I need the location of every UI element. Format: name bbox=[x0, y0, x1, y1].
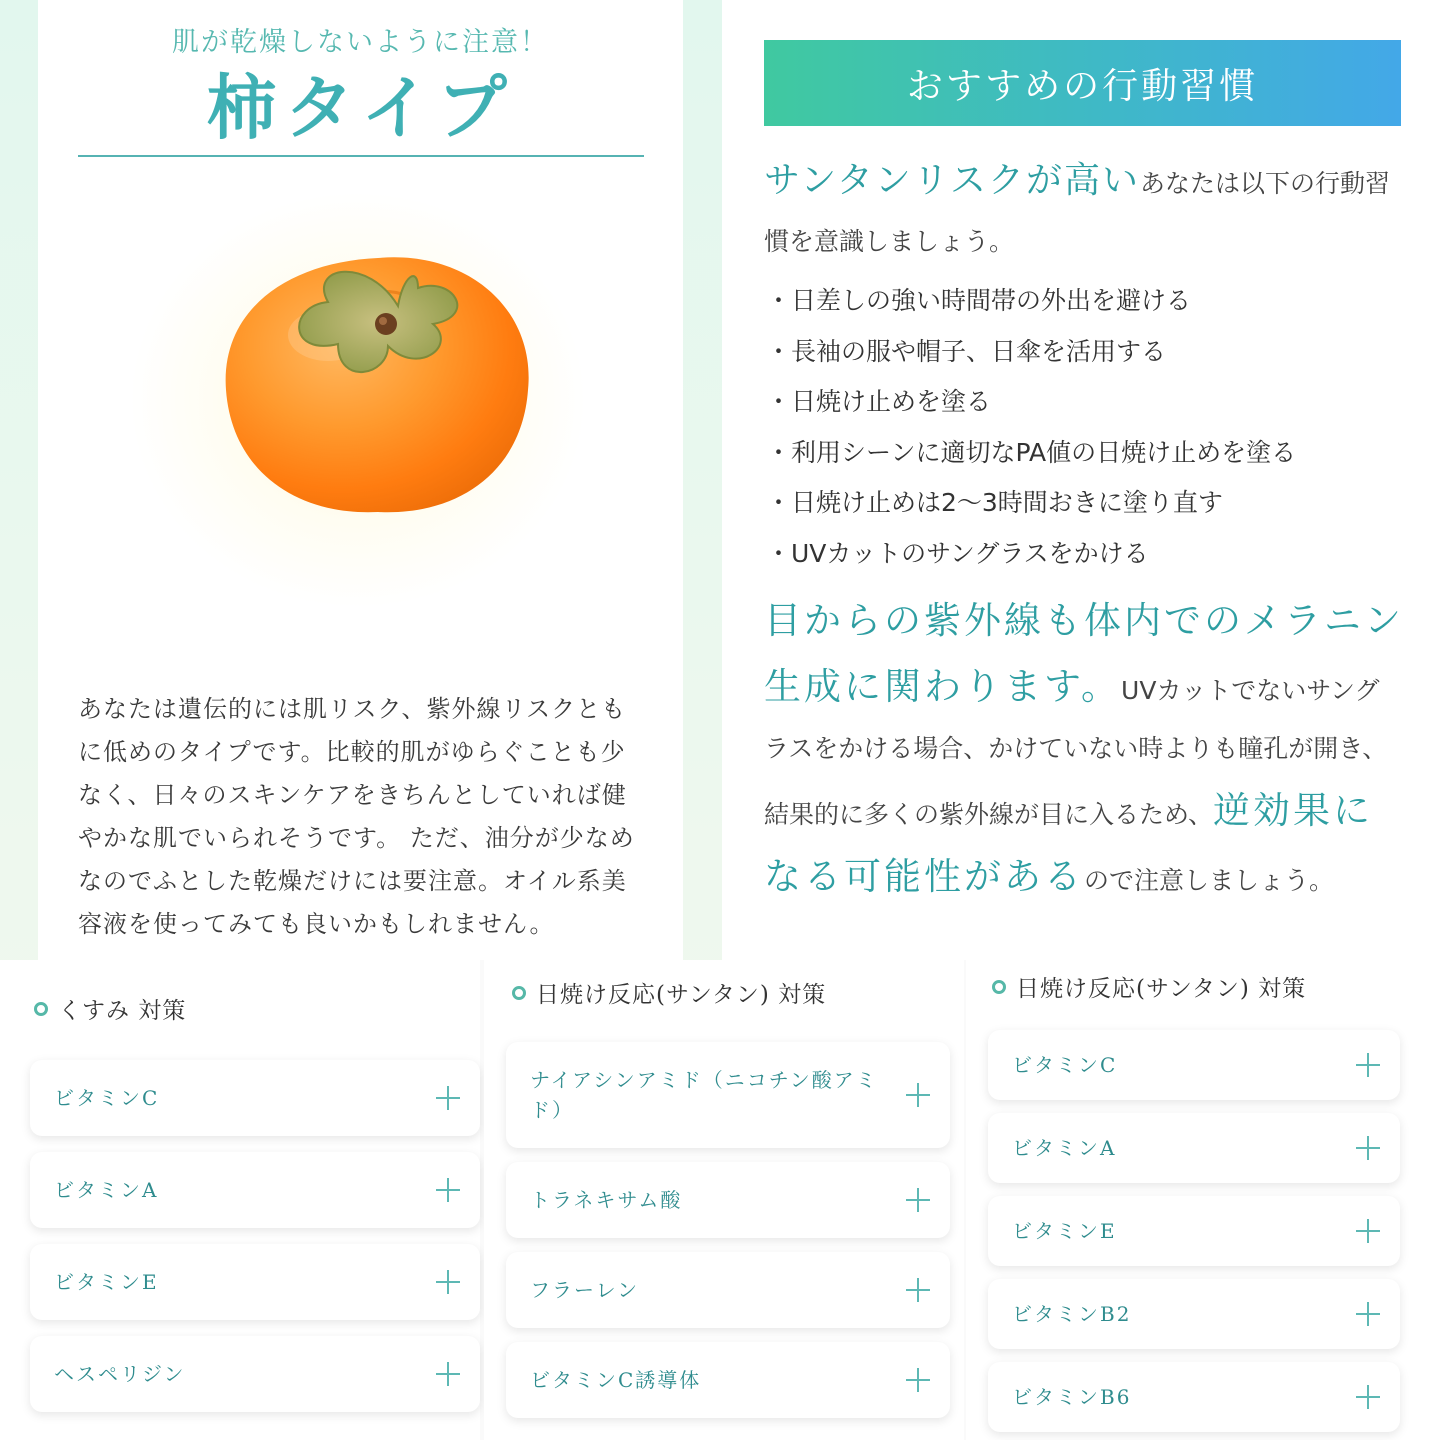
column-heading-label: 日焼け反応(サンタン) 対策 bbox=[1016, 976, 1307, 1002]
accordion-item[interactable] bbox=[988, 1362, 1400, 1432]
habits-header: おすすめの行動習慣 bbox=[764, 40, 1401, 126]
plus-icon[interactable] bbox=[436, 1362, 460, 1386]
accordion-item[interactable] bbox=[988, 1279, 1400, 1349]
plus-icon[interactable] bbox=[906, 1278, 930, 1302]
title-divider bbox=[78, 155, 644, 157]
plus-icon[interactable] bbox=[1356, 1053, 1380, 1077]
accordion-item[interactable] bbox=[988, 1030, 1400, 1100]
plus-icon[interactable] bbox=[1356, 1219, 1380, 1243]
note-highlight-2: 逆効果になる可能性がある bbox=[764, 789, 1374, 898]
note-text-2: ので注意しましょう。 bbox=[1084, 866, 1335, 895]
habit-item: ・UVカットのサングラスをかける bbox=[766, 538, 1149, 568]
accordion-label: ビタミンA bbox=[1012, 1136, 1117, 1160]
plus-icon[interactable] bbox=[906, 1083, 930, 1107]
type-subtitle: 肌が乾燥しないように注意！ bbox=[172, 27, 549, 58]
accordion-item[interactable] bbox=[988, 1113, 1400, 1183]
accordion-label: ビタミンC bbox=[1012, 1053, 1118, 1077]
accordion-label: ビタミンE bbox=[1012, 1219, 1117, 1243]
accordion-label: ビタミンA bbox=[54, 1178, 159, 1202]
plus-icon[interactable] bbox=[1356, 1302, 1380, 1326]
column-heading bbox=[512, 976, 826, 1009]
accordion-label: ビタミンC bbox=[54, 1086, 160, 1110]
plus-icon[interactable] bbox=[1356, 1136, 1380, 1160]
accordion-label: ビタミンE bbox=[54, 1270, 159, 1294]
accordion-label: ヘスペリジン bbox=[54, 1362, 186, 1386]
note-highlight-1: 目からの紫外線も体内でのメラニン生成に関わります。 bbox=[764, 599, 1404, 708]
accordion-item[interactable] bbox=[506, 1042, 950, 1148]
accordion-label: トラネキサム酸 bbox=[530, 1188, 683, 1212]
habits-panel bbox=[722, 0, 1440, 960]
accordion-item[interactable] bbox=[506, 1342, 950, 1418]
accordion-item[interactable] bbox=[30, 1060, 480, 1136]
ingredients-section bbox=[0, 960, 1440, 1440]
type-description: あなたは遺伝的には肌リスク、紫外線リスクともに低めのタイプです。比較的肌がゆらぐことも少なく、日々のスキンケアをきちんとしていれば健やかな肌でいられそうです。 ただ、油分が少なめなのでふとした乾燥だけには要注意。オイル系美容液を使ってみても良いかもしれません。 bbox=[78, 695, 635, 938]
type-title: 柿タイプ bbox=[206, 66, 515, 149]
plus-icon[interactable] bbox=[906, 1188, 930, 1212]
circle-bullet-icon bbox=[992, 980, 1006, 994]
persimmon-illustration bbox=[218, 240, 538, 530]
accordion-label: ビタミンB6 bbox=[1012, 1385, 1132, 1409]
plus-icon[interactable] bbox=[436, 1178, 460, 1202]
column-heading-label: 日焼け反応(サンタン) 対策 bbox=[536, 982, 827, 1008]
ingredient-list bbox=[988, 1030, 1400, 1432]
plus-icon[interactable] bbox=[1356, 1385, 1380, 1409]
intro-text: あなたは以下の行動習慣を意識しましょう。 bbox=[764, 169, 1391, 256]
accordion-label: ビタミンB2 bbox=[1012, 1302, 1132, 1326]
accordion-label: ビタミンC誘導体 bbox=[530, 1368, 702, 1392]
ingredient-list bbox=[30, 1060, 480, 1412]
habits-intro bbox=[764, 152, 1404, 271]
plus-icon[interactable] bbox=[436, 1270, 460, 1294]
column-heading bbox=[34, 992, 186, 1025]
column-heading bbox=[992, 970, 1306, 1003]
plus-icon[interactable] bbox=[436, 1086, 460, 1110]
accordion-item[interactable] bbox=[988, 1196, 1400, 1266]
accordion-item[interactable] bbox=[30, 1152, 480, 1228]
type-result-panel bbox=[38, 0, 683, 960]
circle-bullet-icon bbox=[512, 986, 526, 1000]
plus-icon[interactable] bbox=[906, 1368, 930, 1392]
habit-list bbox=[766, 276, 1406, 579]
column-heading-label: くすみ 対策 bbox=[58, 998, 187, 1024]
accordion-item[interactable] bbox=[30, 1336, 480, 1412]
habit-item: ・日焼け止めを塗る bbox=[766, 387, 992, 416]
suntan-column bbox=[484, 960, 964, 1440]
note-text-1: UVカットでないサングラスをかける場合、かけていない時よりも瞳孔が開き、結果的に多くの紫外線が目に入るため、 bbox=[764, 676, 1388, 829]
habit-item: ・日焼け止めは2〜3時間おきに塗り直す bbox=[766, 488, 1223, 517]
uv-note bbox=[764, 588, 1404, 910]
dullness-column bbox=[0, 960, 480, 1440]
intro-highlight: サンタンリスクが高い bbox=[764, 160, 1141, 201]
accordion-label: ナイアシンアミド（ニコチン酸アミド） bbox=[530, 1068, 878, 1122]
ingredient-list bbox=[506, 1042, 950, 1418]
accordion-label: フラーレン bbox=[530, 1278, 640, 1302]
accordion-item[interactable] bbox=[30, 1244, 480, 1320]
habit-item: ・長袖の服や帽子、日傘を活用する bbox=[766, 336, 1167, 366]
habit-item: ・利用シーンに適切なPA値の日焼け止めを塗る bbox=[766, 437, 1297, 467]
suntan-column-2 bbox=[966, 960, 1440, 1440]
habit-item: ・日差しの強い時間帯の外出を避ける bbox=[766, 286, 1192, 315]
circle-bullet-icon bbox=[34, 1002, 48, 1016]
accordion-item[interactable] bbox=[506, 1252, 950, 1328]
accordion-item[interactable] bbox=[506, 1162, 950, 1238]
